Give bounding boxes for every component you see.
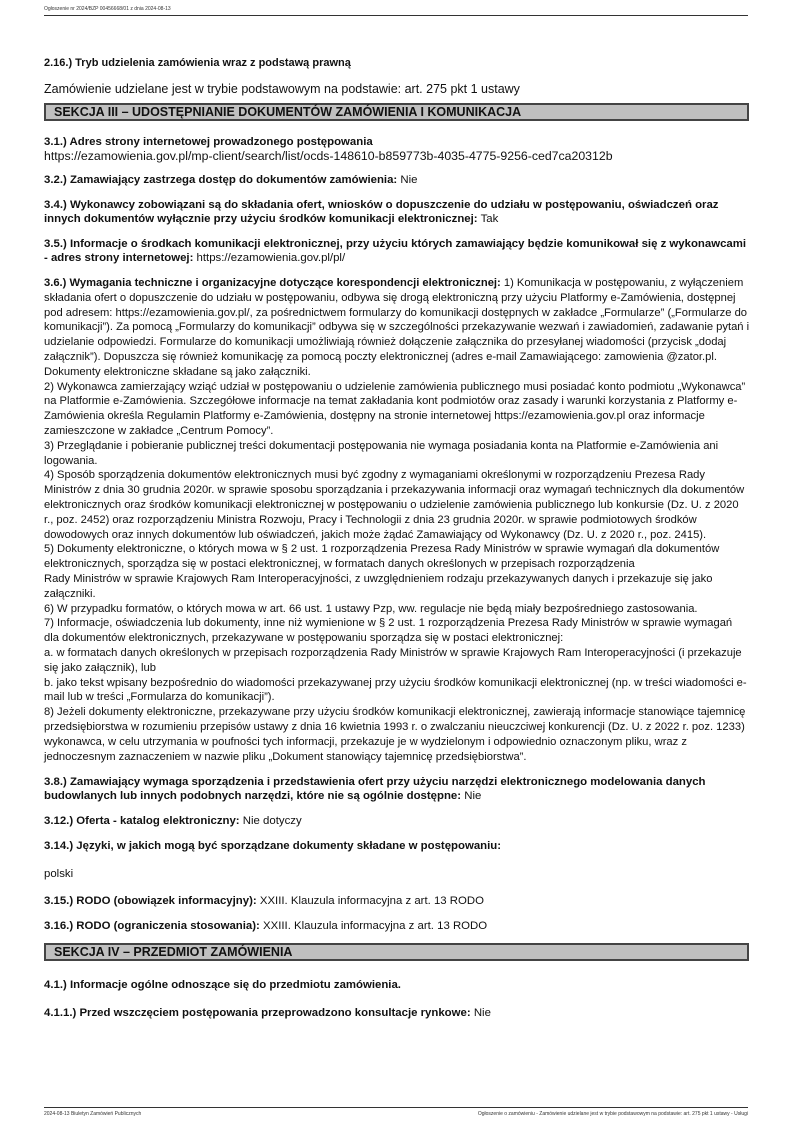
item-3-6-paragraph: 7) Informacje, oświadczenia lub dokumenty, inne niż wymienione w § 2 ust. 1 rozporządzenia Prezesa Rady Ministrów w sprawie wymagań dla dokumentów elektronicznych, przekazywane w postępowaniu sporządza się w postaci elektronicznej: xyxy=(44,617,733,645)
item-3-4-value: Tak xyxy=(480,213,499,225)
item-3-6-paragraph: 8) Jeżeli dokumenty elektroniczne, przekazywane przy użyciu środków komunikacji elektronicznej, zawierają informacje stanowiące tajemnicę przedsiębiorstwa w rozumieniu przepisów ustawy z dnia 16 kwietnia 1993 r. o zwalczaniu nieuczciwej konkurencji (Dz. U. z 2022 r. poz. 1233) wykonawca, w celu utrzymania w poufności tych informacji, przekazuje je w wydzielonym i odpowiednio oznaczonym pliku, wraz z jednoczesnym zaznaczeniem w nazwie pliku „Dokument stanowiący tajemnicę przedsiębiorstwa”. xyxy=(44,706,746,763)
item-3-14-value: polski xyxy=(44,868,74,881)
item-3-5 xyxy=(44,237,750,265)
item-3-6-paragraph: Rady Ministrów w sprawie Krajowych Ram Interoperacyjności, z uwzględnieniem rodzaju przekazywanych danych i przekazuje się jako załączniki. xyxy=(44,572,713,600)
item-3-6-paragraph: 4) Sposób sporządzenia dokumentów elektronicznych musi być zgodny z wymaganiami określonymi w rozporządzeniu Prezesa Rady Ministrów z dnia 30 grudnia 2020r. w sprawie sposobu sporządzania i przekazywania informacji oraz wymagań technicznych dla dokumentów elektronicznych oraz środków komunikacji elektronicznej w postępowaniu o udzielenie zamówienia publicznego lub konkursie (Dz. U. z 2020 r., poz. 2452) oraz rozporządzeniu Ministra Rozwoju, Pracy i Technologii z dnia 23 grudnia 2020r. w sprawie podmiotowych środków dowodowych oraz innych dokumentów lub oświadczeń, jakich może żądać Zamawiający od Wykonawcy (Dz. U. z 2020 r., poz. 2415). xyxy=(44,469,745,541)
item-3-2-label: 3.2.) Zamawiający zastrzega dostęp do dokumentów zamówienia: xyxy=(44,174,398,186)
item-3-6-paragraph: 5) Dokumenty elektroniczne, o których mowa w § 2 ust. 1 rozporządzenia Prezesa Rady Ministrów w sprawie wymagań dla dokumentów elektronicznych, sporządza się w postaci elektronicznej, w formatach danych określonych w przepisach rozporządzenia xyxy=(44,543,720,571)
item-3-16 xyxy=(44,919,750,933)
footer-left: 2024-08-13 Biuletyn Zamówień Publicznych xyxy=(44,1111,142,1117)
item-3-15-value: XXIII. Klauzula informacyjna z art. 13 RODO xyxy=(259,895,484,908)
section-iv-header: SEKCJA IV – PRZEDMIOT ZAMÓWIENIA xyxy=(44,943,749,961)
item-3-14 xyxy=(44,839,750,853)
item-3-4-label: 3.4.) Wykonawcy zobowiązani są do składania ofert, wniosków o dopuszczenie do udziału w postępowaniu, oświadczeń oraz innych dokumentów wyłącznie przy użyciu środków komunikacji elektronicznej: xyxy=(44,199,719,225)
item-3-1-url[interactable]: https://ezamowienia.gov.pl/mp-client/search/list/ocds-148610-b859773b-4035-4775-9256-ced7ca20312b xyxy=(44,149,613,163)
footer-right: Ogłoszenie o zamówieniu - Zamówienie udzielane jest w trybie podstawowym na podstawie: art. 275 pkt 1 ustawy - Usługi xyxy=(477,1111,748,1117)
document-content xyxy=(44,56,750,1031)
item-4-1-1 xyxy=(44,1006,750,1020)
item-3-6-paragraph: 2) Wykonawca zamierzający wziąć udział w postępowaniu o udzielenie zamówienia publicznego musi posiadać konto podmiotu „Wykonawca” na Platformie e-Zamówienia. Szczegółowe informacje na temat zakładania kont podmiotów oraz zasady i warunki korzystania z Platformy e-Zamówienia określa Regulamin Platformy e-Zamówienia, dostępny na stronie internetowej https://ezamowienia.gov.pl oraz informacje zamieszczone w zakładce „Centrum Pomocy”. xyxy=(44,380,746,437)
item-3-6-paragraph: 3) Przeglądanie i pobieranie publicznej treści dokumentacji postępowania nie wymaga posiadania konta na Platformie e-Zamówienia ani logowania. xyxy=(44,439,719,467)
item-3-12-value: Nie dotyczy xyxy=(242,815,302,828)
item-3-6-paragraph: b. jako tekst wpisany bezpośrednio do wiadomości przekazywanej przy użyciu środków komunikacji elektronicznej (np. w treści wiadomości e-mail lub w treści „Formularza do komunikacji”). xyxy=(44,676,747,704)
item-3-14-label: 3.14.) Języki, w jakich mogą być sporządzane dokumenty składane w postępowaniu: xyxy=(44,840,502,853)
item-3-6-label: 3.6.) Wymagania techniczne i organizacyjne dotyczące korespondencji elektronicznej: xyxy=(44,277,501,289)
item-3-5-url[interactable]: https://ezamowienia.gov.pl/pl/ xyxy=(196,252,346,264)
item-2-16-value: Zamówienie udzielane jest w trybie podstawowym na podstawie: art. 275 pkt 1 ustawy xyxy=(44,82,520,96)
item-3-16-value: XXIII. Klauzula informacyjna z art. 13 RODO xyxy=(263,920,488,933)
page-footer xyxy=(44,1107,748,1117)
item-3-1-label: 3.1.) Adres strony internetowej prowadzonego postępowania xyxy=(44,136,373,148)
item-3-8-value: Nie xyxy=(464,790,482,803)
item-3-2 xyxy=(44,173,750,187)
item-3-15-label: 3.15.) RODO (obowiązek informacyjny): xyxy=(44,895,257,908)
item-3-15 xyxy=(44,894,750,908)
item-3-12 xyxy=(44,814,750,828)
item-3-5-label: 3.5.) Informacje o środkach komunikacji elektronicznej, przy użyciu których zamawiający będzie komunikował się z wykonawcami - adres strony internetowej: xyxy=(44,238,747,264)
item-4-1-1-label: 4.1.1.) Przed wszczęciem postępowania przeprowadzono konsultacje rynkowe: xyxy=(44,1007,471,1020)
item-3-12-label: 3.12.) Oferta - katalog elektroniczny: xyxy=(44,815,240,828)
item-3-2-value: Nie xyxy=(400,174,418,186)
section-iii-header: SEKCJA III – UDOSTĘPNIANIE DOKUMENTÓW ZAMÓWIENIA I KOMUNIKACJA xyxy=(44,103,749,121)
item-3-1 xyxy=(44,135,750,164)
item-3-6 xyxy=(44,276,750,764)
item-3-6-paragraph: a. w formatach danych określonych w przepisach rozporządzenia Rady Ministrów w sprawie Krajowych Ram Interoperacyjności (i przekazuje się jako załącznik), lub xyxy=(44,646,742,674)
item-3-4 xyxy=(44,198,750,226)
item-3-8 xyxy=(44,775,750,803)
item-3-6-paragraph-1: 1) Komunikacja w postępowaniu, z wyłączeniem składania ofert o dopuszczenie do udziału w postępowaniu, odbywa się drogą elektroniczną przy użyciu Platformy e-Zamówienia, dostępnej pod adresem: https://ezamowienia.gov.pl/, za pośrednictwem formularzy do komunikacji dostępnych w zakładce „Formularze” („Formularze do komunikacji”). Za pomocą „Formularzy do komunikacji” odbywa się w szczególności przekazywanie wezwań i zawiadomień, zadawanie pytań i udzielanie odpowiedzi. Formularze do komunikacji umożliwiają również dołączenie załącznika do przesyłanej wiadomości (przycisk „dodaj załącznik”). Dopuszcza się również komunikację za pomocą poczty elektronicznej (adres e-mail Zamawiającego: zamowienia @zator.pl. Dokumenty elektroniczne składane są jako załączniki. xyxy=(44,277,750,378)
item-2-16-title: 2.16.) Tryb udzielenia zamówienia wraz z podstawą prawną xyxy=(44,57,351,69)
item-4-1-1-value: Nie xyxy=(473,1007,491,1020)
item-3-8-label: 3.8.) Zamawiający wymaga sporządzenia i przedstawienia ofert przy użyciu narzędzi elektronicznego modelowania danych budowlanych lub innych podobnych narzędzi, które nie są ogólnie dostępne: xyxy=(44,776,706,803)
item-3-16-label: 3.16.) RODO (ograniczenia stosowania): xyxy=(44,920,260,933)
item-4-1 xyxy=(44,978,750,992)
item-4-1-label: 4.1.) Informacje ogólne odnoszące się do przedmiotu zamówienia. xyxy=(44,979,401,992)
item-3-6-paragraph: 6) W przypadku formatów, o których mowa w art. 66 ust. 1 ustawy Pzp, ww. regulacje nie będą miały bezpośredniego zastosowania. xyxy=(44,602,698,615)
page-header: Ogłoszenie nr 2024/BZP 00456668/01 z dnia 2024-08-13 xyxy=(44,6,748,16)
